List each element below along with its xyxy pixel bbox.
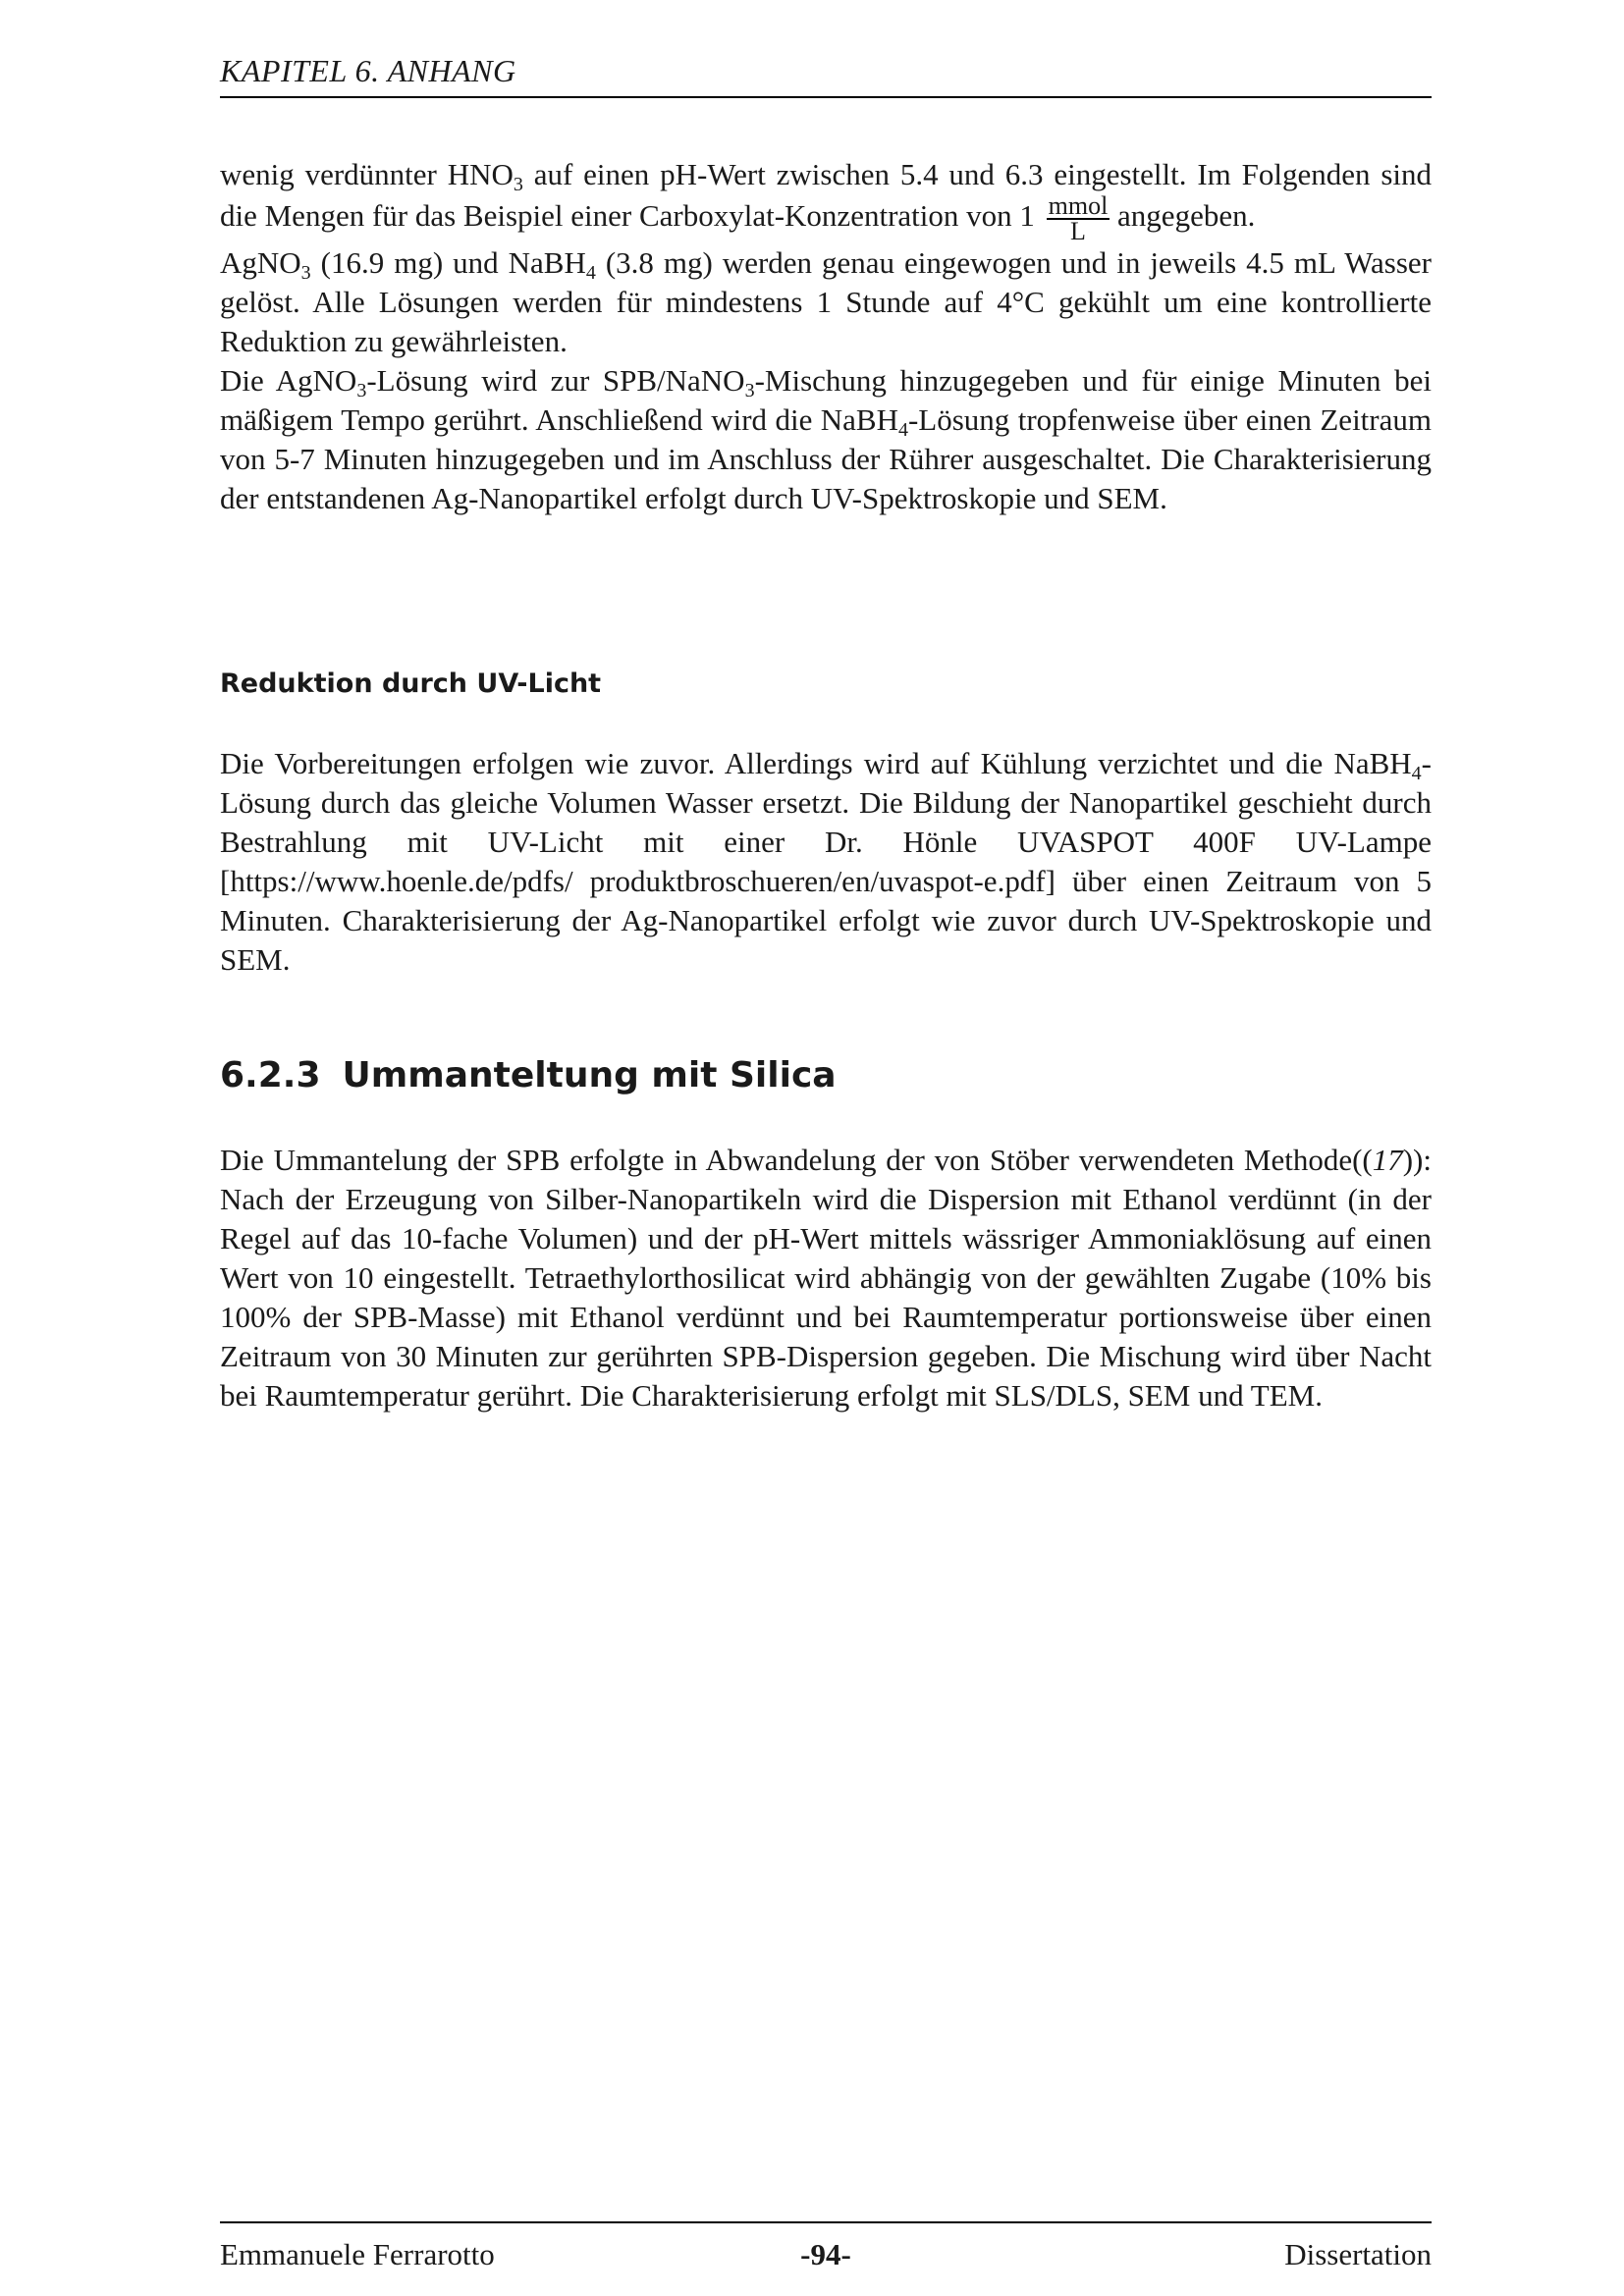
body-block-silica bbox=[220, 1141, 1432, 1415]
footer-author: Emmanuele Ferrarotto bbox=[220, 2237, 495, 2271]
citation-ref: 17 bbox=[1372, 1143, 1403, 1177]
paragraph-mixing: Die AgNO$_3$-Lösung wird zur SPB/NaNO$_3$-Mischung hinzugegeben und für einige Minuten bei mäßigem Tempo gerührt. Anschließend wird die NaBH$_4$-Lösung tropfenweise über einen Zeitraum von 5-7 Minuten hinzugegeben und im Anschluss der Rührer ausgeschaltet. Die Charakterisierung der entstandenen Ag-Nanopartikel erfolgt durch UV-Spektroskopie und SEM. bbox=[220, 363, 1433, 515]
section-heading-silica bbox=[220, 1052, 837, 1099]
running-header bbox=[220, 51, 1432, 98]
paragraph-weighing: AgNO$_3$ (16.9 mg) und NaBH$_4$ (3.8 mg) werden genau eingewogen und in jeweils 4.5 mL Wasser gelöst. Alle Lösungen werden für mindestens 1 Stunde auf 4°C gekühlt um eine kontrollierte Reduktion zu gewährleisten. bbox=[220, 245, 1432, 358]
running-title: KAPITEL 6. ANHANG bbox=[220, 53, 516, 88]
page-footer bbox=[220, 2221, 1432, 2282]
page-number: -94- bbox=[800, 2237, 851, 2271]
body-block-reduction-nabh4 bbox=[220, 155, 1432, 518]
paragraph-uv-reduction: Die Vorbereitungen erfolgen wie zuvor. Allerdings wird auf Kühlung verzichtet und die NaBH$_4$-Lösung durch das gleiche Volumen Wasser ersetzt. Die Bildung der Nanopartikel geschieht durch Bestrahlung mit UV-Licht mit einer Dr. Hönle UVASPOT 400F UV-Lampe [https://www.hoenle.de/pdfs/ produktbroschueren/en/uvaspot-e.pdf] über einen Zeitraum von 5 Minuten. Charakterisierung der Ag-Nanopartikel erfolgt wie zuvor durch UV-Spektroskopie und SEM. bbox=[220, 746, 1432, 977]
paragraph-silica-coating: Die Ummantelung der SPB erfolgte in Abwandelung der von Stöber verwendeten Methode((17)): Nach der Erzeugung von Silber-Nanopartikeln wird die Dispersion mit Ethanol verdünnt (in der Regel auf das 10-fache Volumen) und der pH-Wert mittels wässriger Ammoniaklösung auf einen Wert von 10 eingestellt. Tetraethylorthosilicat wird abhängig von der gewählten Zugabe (10% bis 100% der SPB-Masse) mit Ethanol verdünnt und bei Raumtemperatur portionsweise über einen Zeitraum von 30 Minuten zur gerührten SPB-Dispersion gegeben. Die Mischung wird über Nacht bei Raumtemperatur gerührt. Die Charakterisierung erfolgt mit SLS/DLS, SEM und TEM. bbox=[220, 1143, 1432, 1413]
section-number: 6.2.3 bbox=[220, 1055, 321, 1095]
footer-doc-type: Dissertation bbox=[1284, 2237, 1432, 2271]
body-block-uv bbox=[220, 744, 1432, 980]
paragraph-ph-adjust: wenig verdünnter $HNO_3$ auf einen pH-Wert zwischen 5.4 und 6.3 eingestellt. Im Folgenden sind die Mengen für das Beispiel einer Carboxylat-Konzentration von 1 $\frac{\text{mmol}}{L}$ angegeben. bbox=[220, 157, 1432, 245]
subsection-heading-uv: Reduktion durch UV-Licht bbox=[220, 668, 602, 699]
section-title: Ummanteltung mit Silica bbox=[342, 1055, 837, 1095]
fraction-mmol-per-l: $\frac{\text{mmol}}{L}$ bbox=[1048, 191, 1109, 245]
